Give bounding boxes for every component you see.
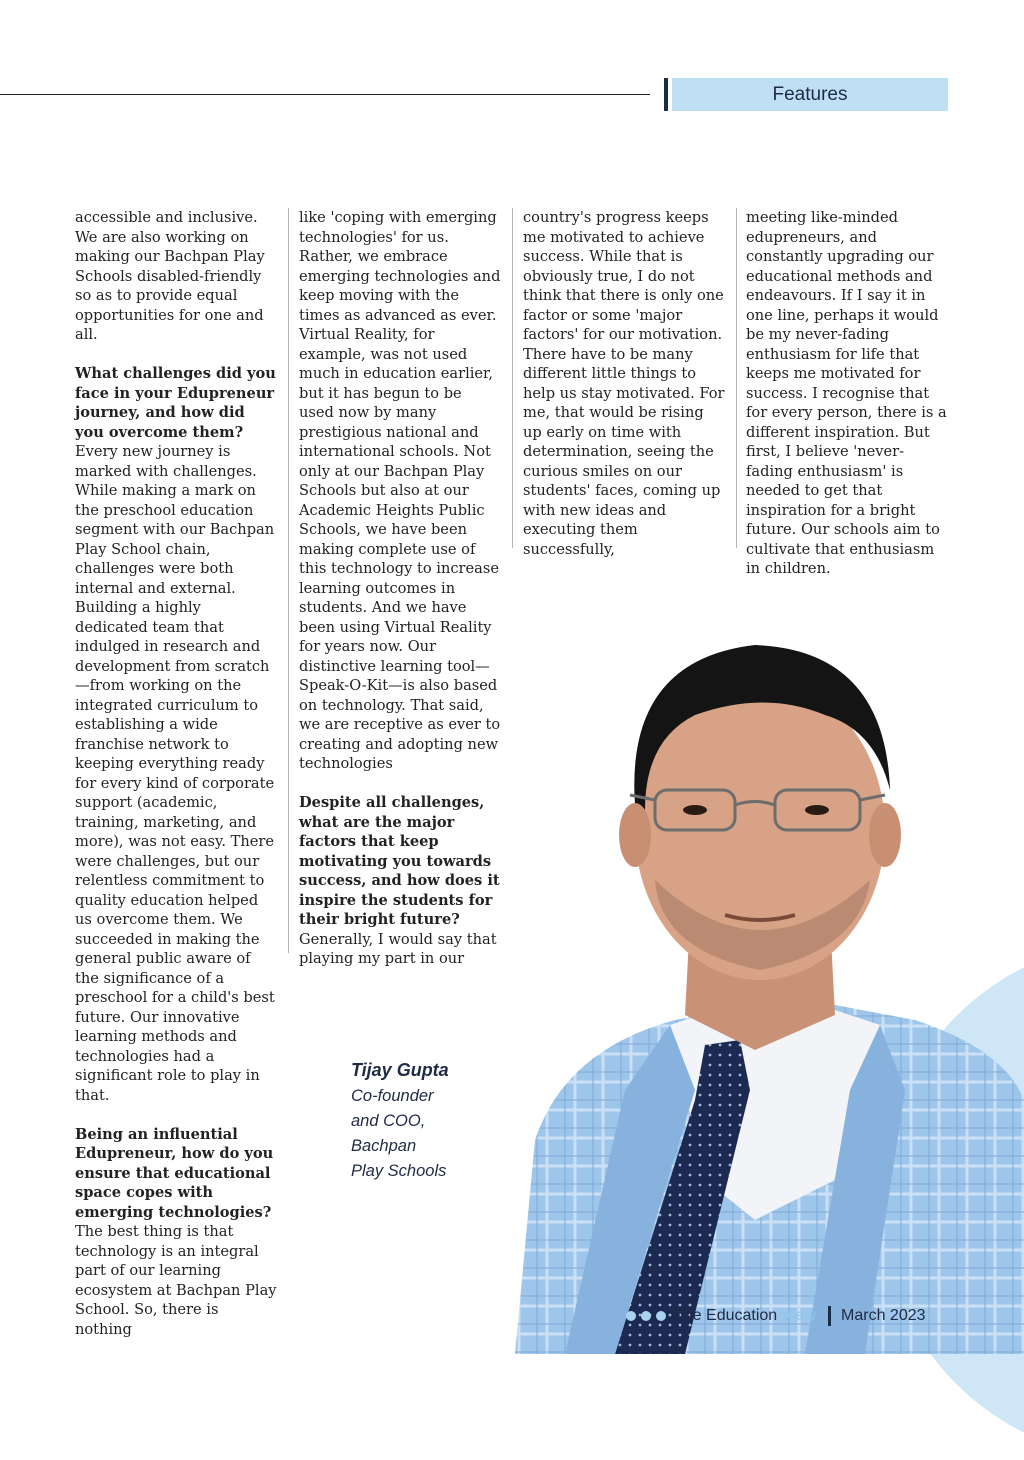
portrait-photo — [505, 620, 1024, 1354]
paragraph — [299, 208, 501, 774]
caption-role-line: Co-founder — [351, 1087, 434, 1105]
header-rule — [0, 94, 650, 95]
column-divider — [288, 208, 289, 953]
paragraph-text: The best thing is that technology is an integral part of our learning ecosystem at Bachpan Play School. So, there is nothing — [75, 1223, 277, 1338]
article-column-4 — [746, 208, 948, 579]
paragraph — [75, 208, 277, 345]
paragraph — [523, 208, 725, 559]
person-name: Tijay Gupta — [351, 1060, 449, 1080]
paragraph — [299, 793, 501, 969]
page-footer — [626, 1302, 926, 1330]
paragraph-text: accessible and inclusive. We are also working on making our Bachpan Play Schools disabled-friendly so as to provide equal opportunities for one and all. — [75, 209, 265, 343]
article-column-2 — [299, 208, 501, 969]
paragraph-text: Generally, I would say that playing my part in our — [299, 930, 497, 967]
issue-date: March 2023 — [841, 1307, 926, 1324]
article-column-3 — [523, 208, 725, 559]
header-accent-bar — [664, 78, 668, 111]
interview-question: Despite all challenges, what are the major factors that keep motivating you towards success, and how does it inspire the students for their bright future? — [299, 794, 500, 928]
magazine-name-part1: The Education — [674, 1307, 778, 1324]
footer-separator — [828, 1306, 831, 1326]
photo-caption — [351, 1058, 511, 1184]
paragraph-text: meeting like-minded edupreneurs, and constantly upgrading our educational methods and endeavours. If I say it in one line, perhaps it would be my never-fading enthusiasm for life that keeps me motivated for success. I recognise that for every person, there is a different inspiration. But first, I believe 'never-fading enthusiasm' is needed to get that inspiration for a bright future. Our schools aim to cultivate that enthusiasm in children. — [746, 209, 947, 577]
paragraph-text: country's progress keeps me motivated to achieve success. While that is obviously true, I do not think that there is only one factor or some 'major factors' for our motivation. There have to be many different little things to help us stay motivated. For me, that would be rising up early on time with determination, seeing the curious smiles on our students' faces, coming up with new ideas and executing them successfully, — [523, 209, 725, 558]
magazine-name-part2: View — [781, 1307, 817, 1324]
section-label: Features — [672, 78, 948, 111]
caption-role-line: and COO, — [351, 1112, 426, 1130]
paragraph-text: Every new journey is marked with challenges. While making a mark on the preschool education segment with our Bachpan Play School chain, challenges were both internal and external. Building a highly dedicated team that indulged in research and development from scratch—from working on the integrated curriculum to establishing a wide franchise network to keeping everything ready for every kind of corporate support (academic, training, marketing, and more), was not easy. There were challenges, but our relentless commitment to quality education helped us overcome them. We succeeded in making the general public aware of the significance of a preschool for a child's best future. Our innovative learning methods and technologies had a significant role to play in that. — [75, 443, 275, 1104]
interview-question: Being an influential Edupreneur, how do you ensure that educational space copes with emerging technologies? — [75, 1125, 274, 1221]
paragraph — [75, 1125, 277, 1340]
interview-question: What challenges did you face in your Edupreneur journey, and how did you overcome them? — [75, 365, 276, 441]
magazine-name — [674, 1307, 816, 1325]
column-divider — [512, 208, 513, 548]
footer-dots-icon — [626, 1311, 666, 1321]
paragraph — [746, 208, 948, 579]
paragraph-text: like 'coping with emerging technologies' for us. Rather, we embrace emerging technologies and keep moving with the times as advanced as ever. Virtual Reality, for example, was not used much in education earlier, but it has begun to be used now by many prestigious national and international schools. Not only at our Bachpan Play Schools but also at our Academic Heights Public Schools, we have been making complete use of this technology to increase learning outcomes in students. And we have been using Virtual Reality for years now. Our distinctive learning tool—Speak-O-Kit—is also based on technology. That said, we are receptive as ever to creating and adopting new technologies — [299, 209, 501, 772]
caption-role-line: Bachpan — [351, 1137, 417, 1155]
caption-role-line: Play Schools — [351, 1162, 447, 1180]
article-column-1 — [75, 208, 277, 1339]
column-divider — [736, 208, 737, 548]
paragraph — [75, 364, 277, 1105]
